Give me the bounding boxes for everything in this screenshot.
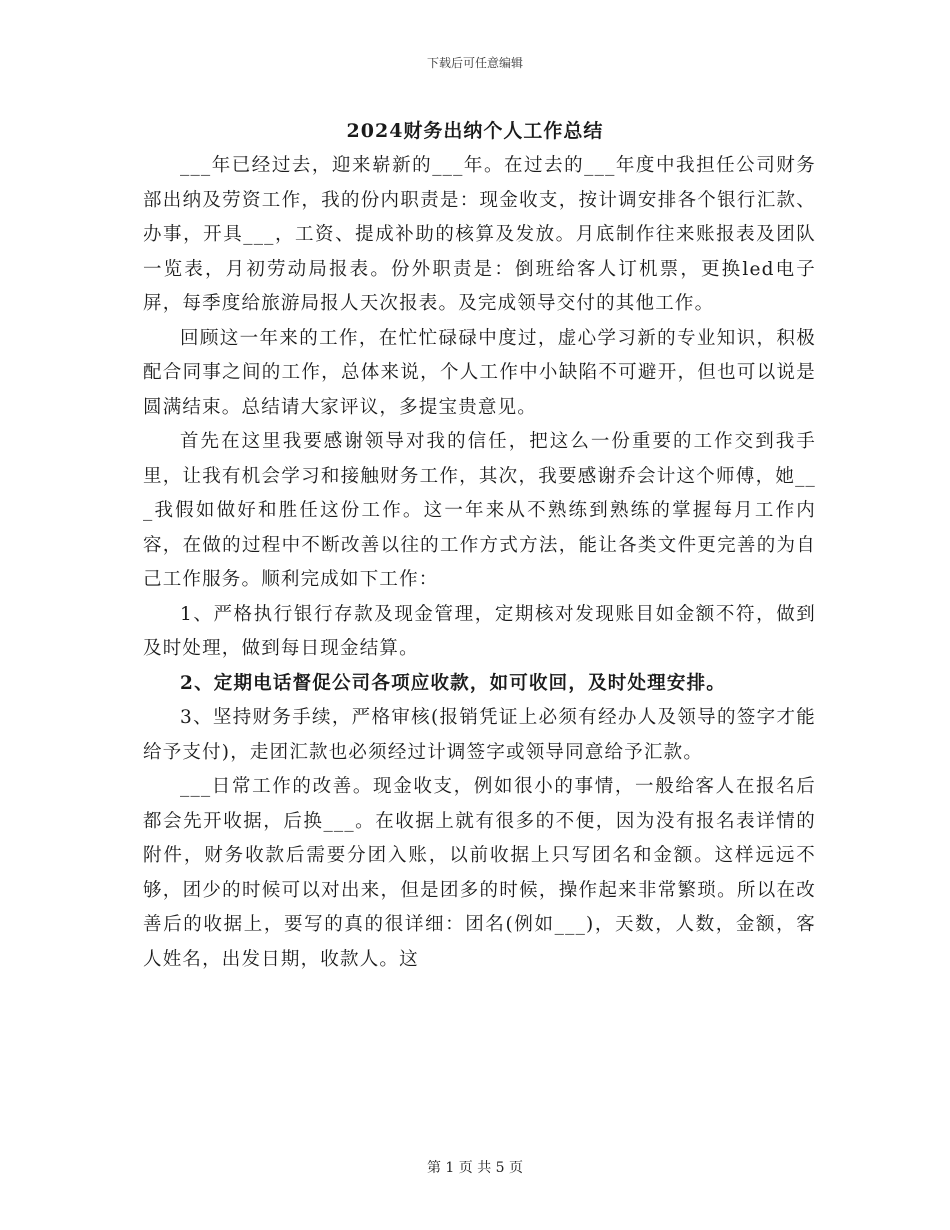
paragraph-intro: ___年已经过去，迎来崭新的___年。在过去的___年度中我担任公司财务部出纳及劳资工作，我的份内职责是：现金收支，按计调安排各个银行汇款、办事，开具___，工资、提成补助的核算及发放。月底制作往来账报表及团队一览表，月初劳动局报表。份外职责是：倒班给客人订机票，更换led电子屏，每季度给旅游局报人天次报表。及完成领导交付的其他工作。	[143, 155, 816, 314]
page-footer: 第 1 页 共 5 页	[426, 1160, 524, 1176]
header-note: 下载后可任意编辑	[426, 56, 523, 70]
list-item-1: 1、严格执行银行存款及现金管理，定期核对发现账目如金额不符，做到及时处理，做到每日现金结算。	[143, 603, 816, 659]
document-body	[143, 149, 816, 977]
paragraph-thanks: 首先在这里我要感谢领导对我的信任，把这么一份重要的工作交到我手里，让我有机会学习和接触财务工作，其次，我要感谢乔会计这个师傅，她___我假如做好和胜任这份工作。这一年来从不熟练到熟练的掌握每月工作内容，在做的过程中不断改善以往的工作方式方法，能让各类文件更完善的为自己工作服务。顺利完成如下工作：	[143, 431, 816, 590]
paragraph-review: 回顾这一年来的工作，在忙忙碌碌中度过，虚心学习新的专业知识，积极配合同事之间的工作，总体来说，个人工作中小缺陷不可避开，但也可以说是圆满结束。总结请大家评议，多提宝贵意见。	[143, 327, 816, 418]
list-item-2: 2、定期电话督促公司各项应收款，如可收回，及时处理安排。	[180, 672, 726, 694]
document-title: 2024财务出纳个人工作总结	[346, 120, 604, 142]
paragraph-improvement: ___日常工作的改善。现金收支，例如很小的事情，一般给客人在报名后都会先开收据，后换___。在收据上就有很多的不便，因为没有报名表详情的附件，财务收款后需要分团入账，以前收据上只写团名和金额。这样远远不够，团少的时候可以对出来，但是团多的时候，操作起来非常繁琐。所以在改善后的收据上，要写的真的很详细：团名(例如___)，天数，人数，金额，客人姓名，出发日期，收款人。这	[143, 776, 816, 970]
list-item-3: 3、坚持财务手续，严格审核(报销凭证上必须有经办人及领导的签字才能给予支付)，走团汇款也必须经过计调签字或领导同意给予汇款。	[143, 707, 816, 763]
